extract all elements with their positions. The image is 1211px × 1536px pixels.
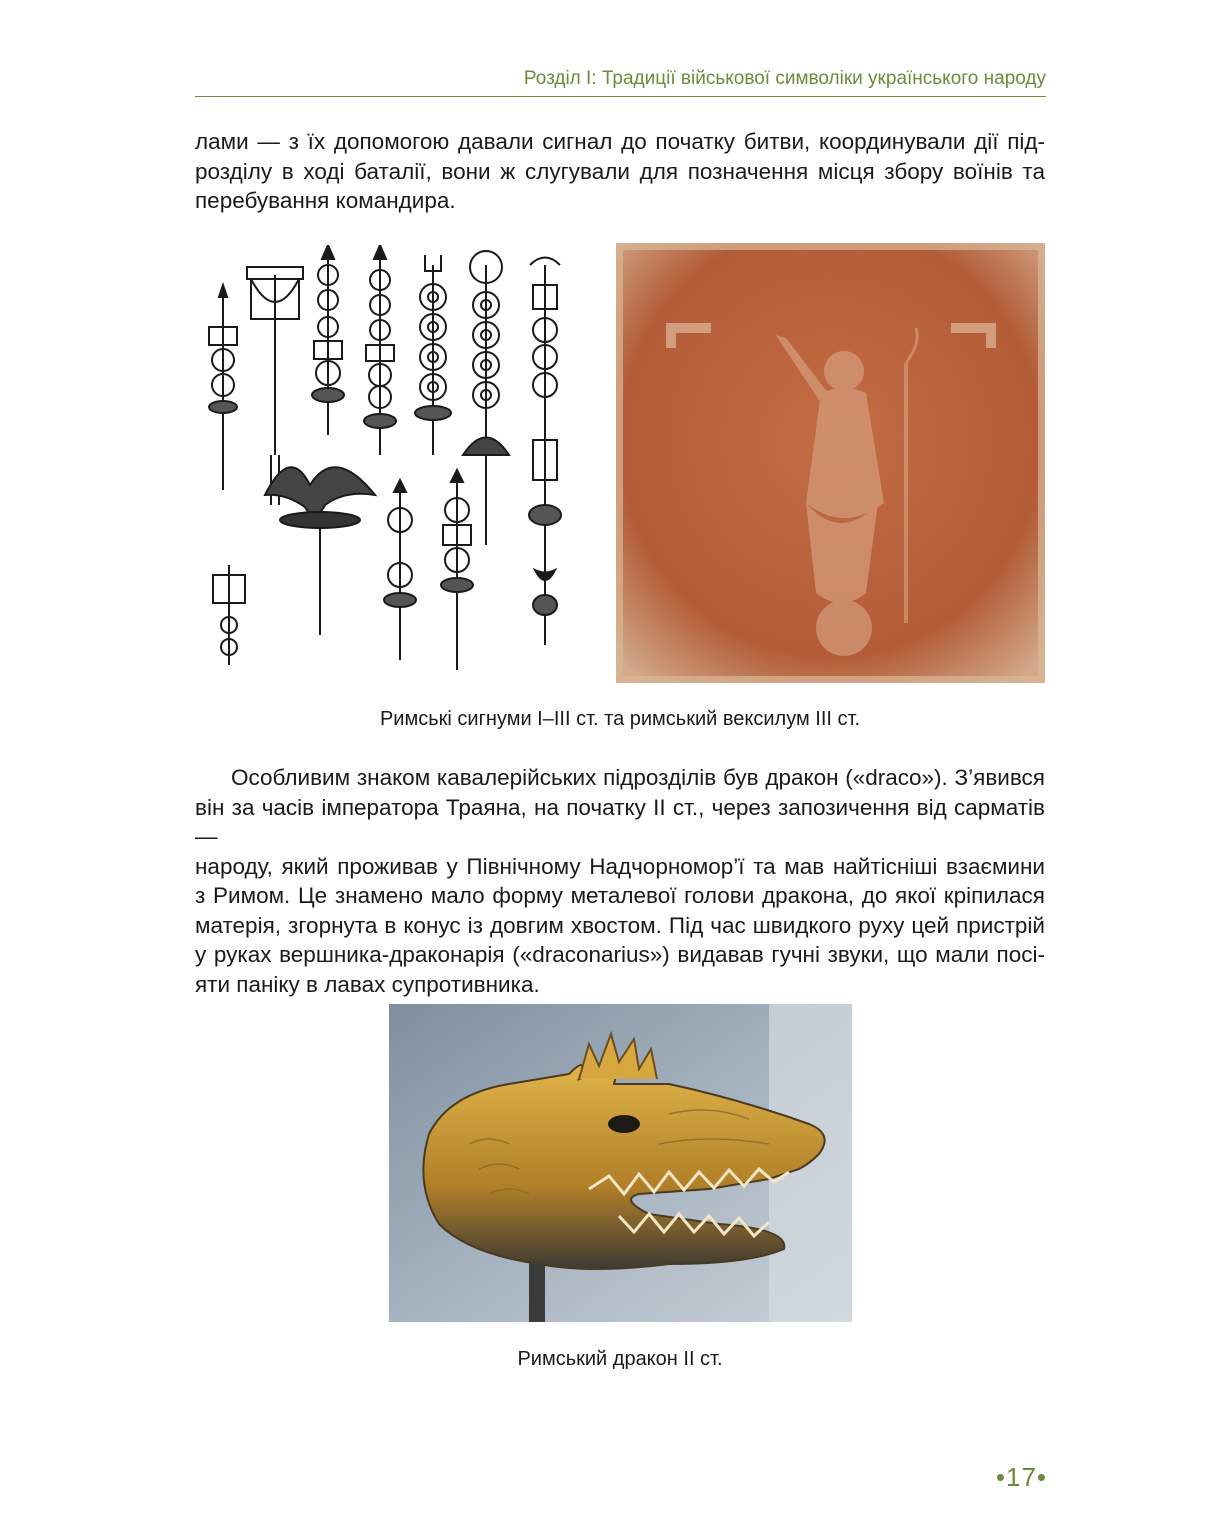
figure-caption-draco: Римський дракон ІІ ст. [517,1348,723,1370]
paragraph-line: перебування командира. [195,188,456,213]
signum-engraving-image [195,245,595,675]
page-number: •17• [995,1462,1047,1492]
draco-head-drawing [389,1004,852,1322]
paragraph-line: він за часів імператора Траяна, на початку ІІ ст., через запозичення від сарматів — [195,794,1045,849]
paragraph-line: з Римом. Це знамено мало форму металевої голови дракона, до якої кріпилася [195,883,1045,908]
body-paragraph-2 [195,763,1045,999]
paragraph-line: розділу в ході баталії, вони ж слугували для позначення місця збору воїнів та [195,158,1045,184]
paragraph-line: яти паніку в лавах супротивника. [195,971,540,997]
body-paragraph-1 [195,127,1045,216]
vexillum-drawing [616,243,1045,683]
figure-caption-signums: Римські сигнуми І–ІІІ ст. та римський вексилум ІІІ ст. [379,708,861,730]
draco-head-photo [389,1004,852,1322]
paragraph-line: Особливим знаком кавалерійських підрозділів був дракон («draco»). З’явився [231,765,1045,790]
paragraph-line: лами — з їх допомогою давали сигнал до початку битви, координували дії під- [195,129,1045,154]
paragraph-line: народу, який проживав у Північному Надчорномор’ї та мав найтісніші взаємини [195,853,1045,879]
signum-engraving-drawing [195,245,595,675]
paragraph-line: матерія, згорнута в конус із довгим хвостом. Під час швидкого руху цей пристрій [195,912,1045,938]
vexillum-photo [616,243,1045,683]
running-header: Розділ І: Традиції військової символіки українського народу [195,68,1046,97]
paragraph-line: у руках вершника-драконарія («draconarius») видавав гучні звуки, що мали посі- [195,942,1045,967]
